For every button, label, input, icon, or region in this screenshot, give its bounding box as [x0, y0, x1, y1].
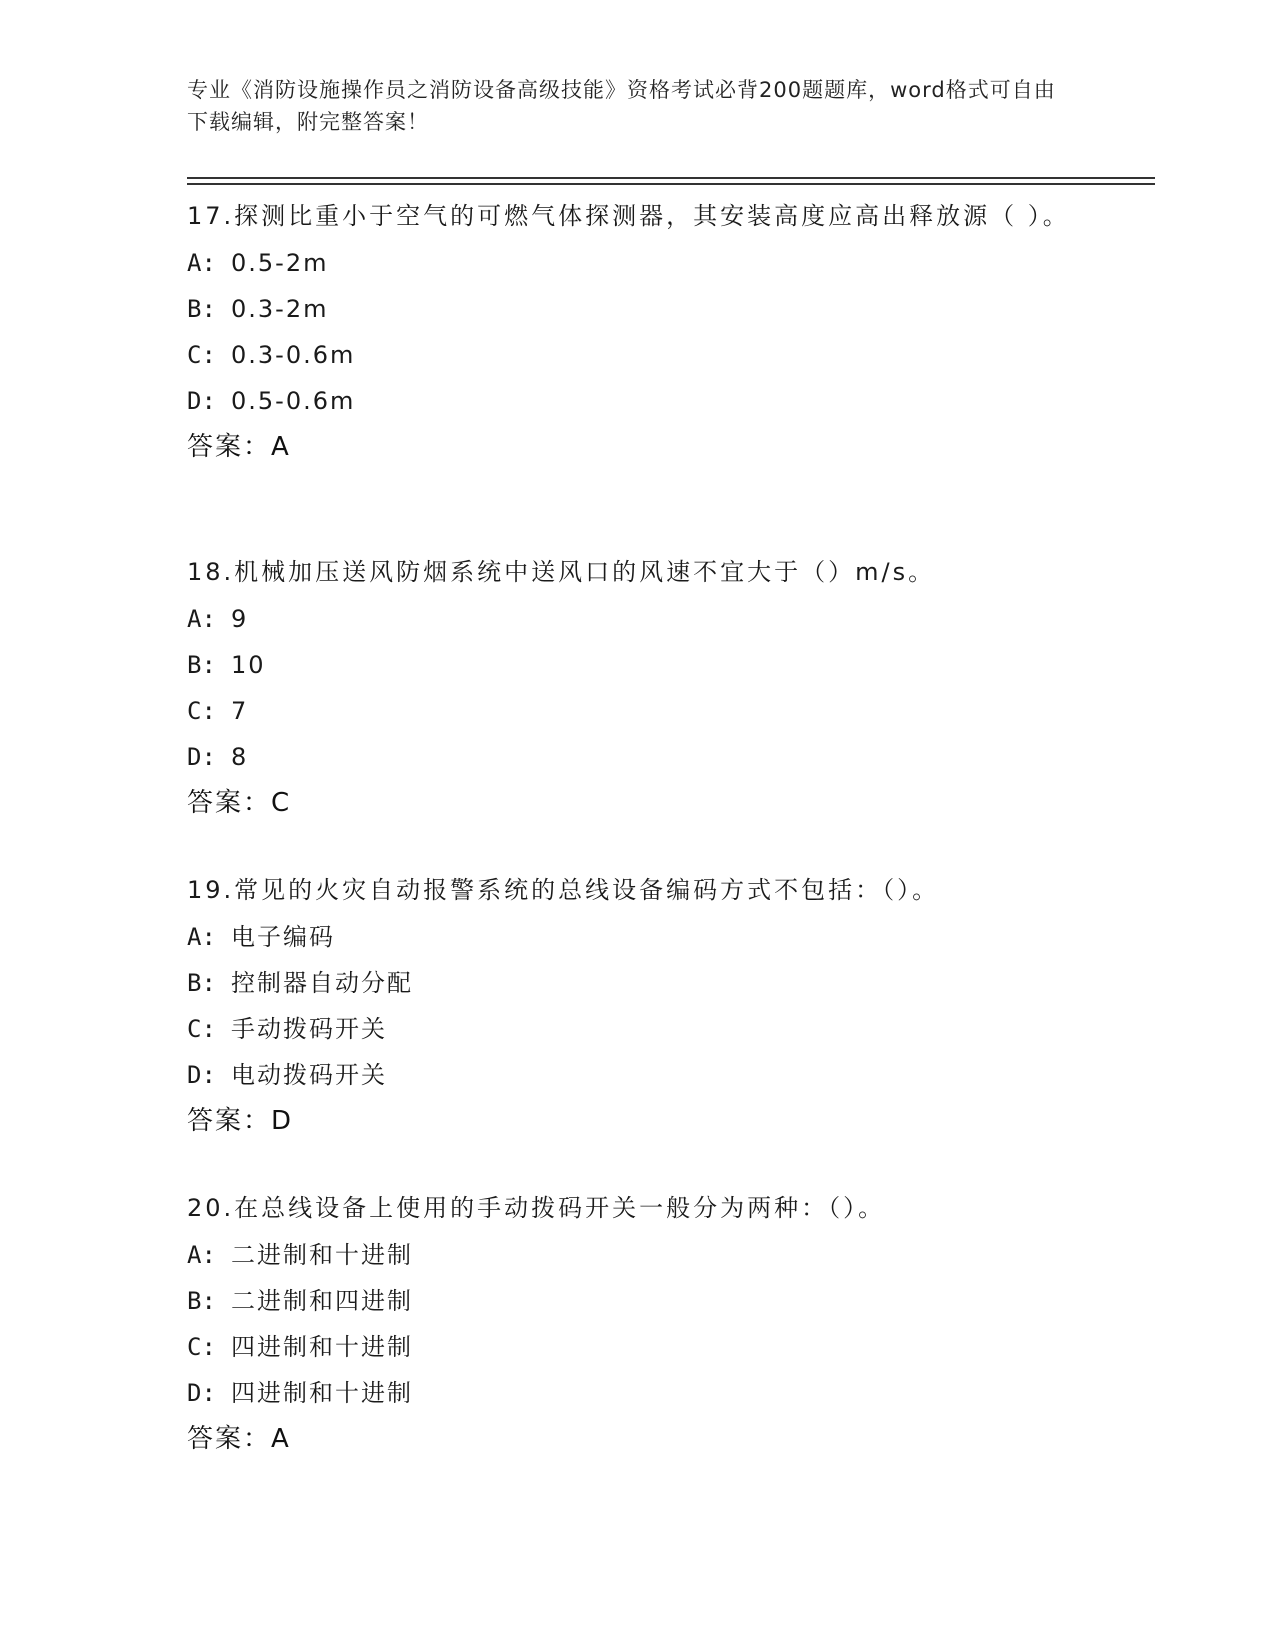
- option-text: 四进制和十进制: [231, 1379, 413, 1407]
- question-stem: 17.探测比重小于空气的可燃气体探测器，其安装高度应高出释放源（ ）。: [187, 202, 1070, 230]
- option-text: 9: [231, 605, 249, 633]
- option-text: 7: [231, 697, 249, 725]
- option-c: [187, 332, 1107, 378]
- option-letter: D:: [187, 387, 216, 415]
- answer-label: 答案：: [187, 788, 272, 818]
- option-letter: B:: [187, 651, 216, 679]
- question-stem: 20.在总线设备上使用的手动拨码开关一般分为两种：（）。: [187, 1194, 886, 1222]
- option-text: 电子编码: [231, 923, 335, 951]
- option-d: [187, 1370, 1107, 1416]
- option-letter: A:: [187, 923, 216, 951]
- option-b: [187, 286, 1107, 332]
- option-letter: B:: [187, 295, 216, 323]
- option-b: [187, 960, 1107, 1006]
- option-letter: C:: [187, 341, 216, 369]
- option-a: [187, 1232, 1107, 1278]
- question-19: [187, 866, 1107, 1144]
- option-b: [187, 642, 1107, 688]
- option-text: 二进制和十进制: [231, 1241, 413, 1269]
- answer-value: A: [271, 432, 289, 462]
- question-17: [187, 192, 1107, 470]
- header-divider-bottom: [187, 183, 1155, 185]
- option-d: [187, 1052, 1107, 1098]
- option-a: [187, 914, 1107, 960]
- option-c: [187, 1006, 1107, 1052]
- document-header: 专业《消防设施操作员之消防设备高级技能》资格考试必背200题题库，word格式可自由下载编辑，附完整答案！: [187, 78, 1056, 134]
- option-c: [187, 688, 1107, 734]
- option-letter: D:: [187, 1061, 216, 1089]
- option-letter: A:: [187, 1241, 216, 1269]
- option-letter: D:: [187, 1379, 216, 1407]
- option-text: 四进制和十进制: [231, 1333, 413, 1361]
- option-text: 电动拨码开关: [231, 1061, 387, 1089]
- header-divider-top: [187, 177, 1155, 179]
- option-text: 二进制和四进制: [231, 1287, 413, 1315]
- answer-line: [187, 424, 1107, 470]
- option-letter: A:: [187, 249, 216, 277]
- option-text: 0.5-2m: [231, 249, 329, 277]
- answer-value: A: [271, 1424, 289, 1454]
- answer-line: [187, 1416, 1107, 1462]
- answer-label: 答案：: [187, 1424, 272, 1454]
- option-letter: C:: [187, 1333, 216, 1361]
- option-letter: C:: [187, 697, 216, 725]
- question-stem: 18.机械加压送风防烟系统中送风口的风速不宜大于（）m/s。: [187, 558, 936, 586]
- option-a: [187, 240, 1107, 286]
- option-c: [187, 1324, 1107, 1370]
- question-stem: 19.常见的火灾自动报警系统的总线设备编码方式不包括：（）。: [187, 876, 940, 904]
- option-letter: B:: [187, 969, 216, 997]
- question-18: [187, 548, 1107, 826]
- answer-line: [187, 780, 1107, 826]
- answer-value: D: [271, 1106, 292, 1136]
- option-letter: D:: [187, 743, 216, 771]
- option-text: 0.3-2m: [231, 295, 329, 323]
- option-letter: B:: [187, 1287, 216, 1315]
- option-d: [187, 734, 1107, 780]
- option-b: [187, 1278, 1107, 1324]
- answer-label: 答案：: [187, 432, 272, 462]
- answer-value: C: [271, 788, 290, 818]
- option-text: 控制器自动分配: [231, 969, 413, 997]
- option-text: 0.5-0.6m: [231, 387, 356, 415]
- question-20: [187, 1184, 1107, 1462]
- option-text: 8: [231, 743, 249, 771]
- option-a: [187, 596, 1107, 642]
- option-text: 10: [231, 651, 266, 679]
- option-d: [187, 378, 1107, 424]
- option-text: 0.3-0.6m: [231, 341, 356, 369]
- option-letter: A:: [187, 605, 216, 633]
- answer-label: 答案：: [187, 1106, 272, 1136]
- option-letter: C:: [187, 1015, 216, 1043]
- answer-line: [187, 1098, 1107, 1144]
- option-text: 手动拨码开关: [231, 1015, 387, 1043]
